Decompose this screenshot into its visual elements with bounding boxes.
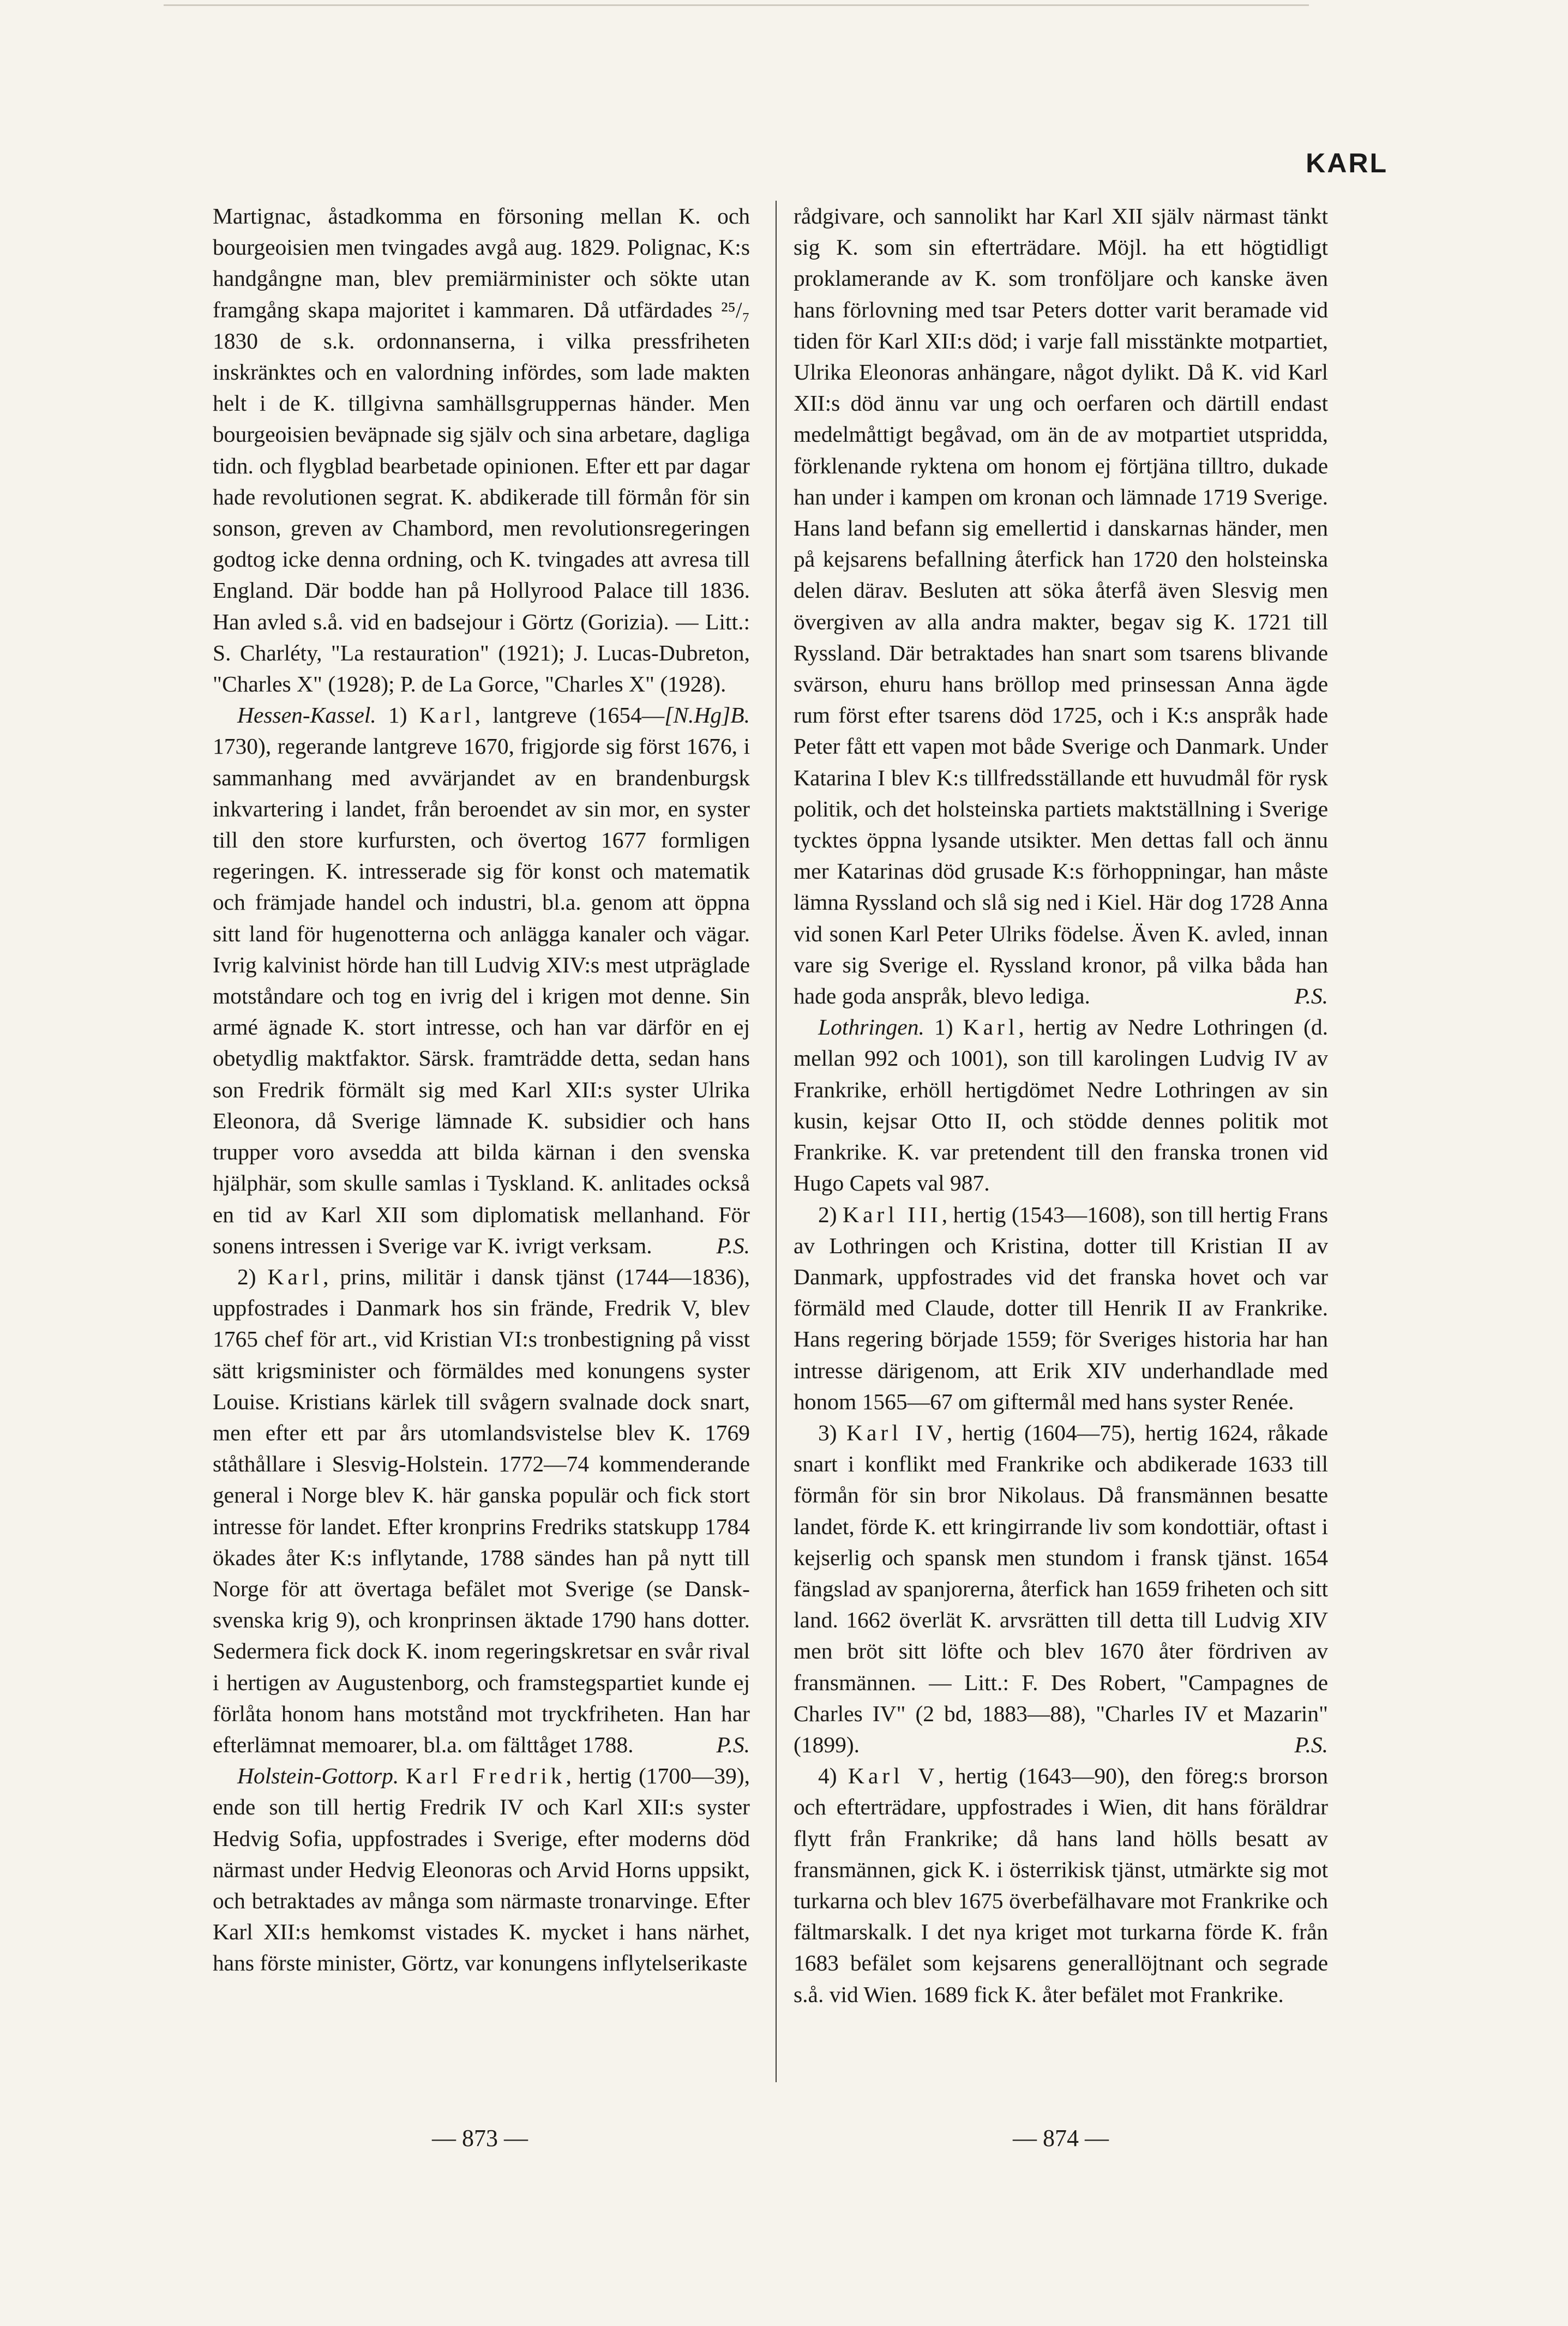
- page-number-right: — 874 —: [1013, 2125, 1109, 2151]
- section-heading: Lothringen.: [818, 1014, 924, 1040]
- entry-number: 1): [388, 702, 407, 728]
- paragraph-text: rådgivare, och sannolikt har Karl XII själv närmast tänkt sig K. som sin efterträdare. Möjl. ha ett högtidligt proklamerande av K. som tronföljare och kanske även hans förlovning med tsar Peters dotter varit beramade vid tiden för Karl XII:s död; i varje fall misstänkte motpartiet, Ulrika Eleonoras anhängare, något dylikt. Då K. vid Karl XII:s död ännu var ung och oerfaren och därtill endast medelmåttigt begåvad, om än de av motpartiet utspridda, förklenande ryktena om honom ej förtjäna tilltro, dukade han under i kampen om kronan och lämnade 1719 Sverige. Hans land befann sig emellertid i danskarnas händer, men på kejsarens befallning återfick han 1720 den holsteinska delen därav. Besluten att söka återfå även Slesvig men övergiven av alla andra makter, begav sig K. 1721 till Ryssland. Där betraktades han snart som tsarens blivande svärson, ehuru hans bröllop med prinsessan Anna ägde rum först efter tsarens död 1725, och i K:s anspråk hade Peter fått ett vapen mot både Sverige och Danmark. Under Katarina I blev K:s tillfredsställande ett huvudmål för rysk politik, och det holsteinska partiets maktställning i Sverige tycktes öppna lysande utsikter. Men dettas fall och ännu mer Katarinas död grusade K:s förhoppningar, han måste lämna Ryssland och slå sig ned i Kiel. Här dog 1728 Anna vid sonen Karl Peter Ulriks födelse. Även K. avled, innan vare sig Sverige el. Ryssland kronor, på vilka båda han hade goda anspråk, blevo lediga.: [794, 203, 1328, 1009]
- entry-name: Karl: [267, 1264, 323, 1289]
- paragraph-text: , hertig av Nedre Lothringen (d. mellan 992 och 1001), son till karolingen Ludvig IV av Frankrike, erhöll hertigdömet Nedre Lothringen av sin kusin, kejsar Otto II, och stödde dennes politik mot Frankrike. K. var pretendent till den franska tronen vid Hugo Capets val 987.: [794, 1014, 1328, 1196]
- entry-name: Karl III: [843, 1201, 942, 1227]
- section-heading: Holstein-Gottorp.: [237, 1763, 399, 1789]
- paragraph-text: , hertig (1604—75), hertig 1624, råkade snart i konflikt med Frankrike och abdikerade 1633 till förmån för sin bror Nikolaus. Då fransmännen besatte landet, förde K. ett kringirrande liv som kondottiär, oftast i kejserlig och spansk men stundom i fransk tjänst. 1654 fängslad av spanjorerna, återfick han 1659 friheten och sitt land. 1662 överlät K. arvsrätten till detta till Ludvig XIV men bröt sitt löfte och blev 1670 åter fördriven av fransmännen. — Litt.: F. Des Robert, "Campagnes de Charles IV" (2 bd, 1883—88), "Charles IV et Mazarin" (1899).: [794, 1420, 1328, 1757]
- section-heading: Hessen-Kassel.: [237, 702, 376, 728]
- entry-number: 1): [934, 1014, 953, 1040]
- column-divider: [776, 201, 777, 2082]
- entry-name: Karl IV: [846, 1420, 947, 1445]
- author-signature: P.S.: [1294, 1732, 1328, 1757]
- entry-name: Karl: [419, 702, 475, 728]
- paragraph-text: , lantgreve (1654—1730), regerande lantgreve 1670, frigjorde sig först 1676, i sammanhang med avvärjandet av en brandenburgsk inkvartering i landet, från beroendet av sin mor, en syster till den store kurfursten, och övertog 1677 formligen regeringen. K. intresserade sig för konst och matematik och främjade handel och industri, bl.a. genom att öppna sitt land för hugenotterna och anlägga kanaler och vägar. Ivrig kalvinist hörde han till Ludvig XIV:s mest utpräglade motståndare och tog en ivrig del i krigen mot denne. Sin armé ägnade K. stort intresse, och han var därför en ej obetydlig maktfaktor. Särsk. framträdde detta, sedan hans son Fredrik förmält sig med Karl XII:s syster Ulrika Eleonora, då Sverige lämnade K. subsidier och hans trupper voro avsedda att bilda kärnan i den svenska hjälphär, som skulle samlas i Tyskland. K. anlitades också en tid av Karl XII som diplomatisk mellanhand. För sonens intressen i Sverige var K. ivrigt verksam.: [213, 702, 750, 1258]
- article-paragraph: [794, 1012, 1328, 1199]
- paragraph-text: Martignac, åstadkomma en försoning mellan K. och bourgeoisien men tvingades avgå aug. 1829. Polignac, K:s handgångne man, blev premiärminister och sökte utan framgång skapa majoritet i kammaren. Då utfärdades ²⁵/₇ 1830 de s.k. ordonnanserna, i vilka pressfriheten inskränktes och en valordning infördes, som lade makten helt i de K. tillgivna samhällsgruppernas händer. Men bourgeoisien beväpnade sig själv och sina arbetare, dagliga tidn. och flygblad bearbetade opinionen. Efter ett par dagar hade revolutionen segrat. K. abdikerade till förmån för sin sonson, greven av Chambord, men revolutionsregeringen godtog icke denna ordning, och K. tvingades att avresa till England. Där bodde han på Hollyrood Palace till 1836. Han avled s.å. vid en badsejour i Görtz (Gorizia). — Litt.: S. Charléty, "La restauration" (1921); J. Lucas-Dubreton, "Charles X" (1928); P. de La Gorce, "Charles X" (1928).: [213, 203, 750, 697]
- scan-edge-rule: [164, 4, 1309, 6]
- entry-number: 3): [818, 1420, 837, 1445]
- running-header: KARL: [1306, 148, 1388, 178]
- right-column: [794, 201, 1328, 2010]
- article-paragraph: [213, 1760, 750, 1979]
- paragraph-text: , prins, militär i dansk tjänst (1744—1836), uppfostrades i Danmark hos sin frände, Fredrik V, blev 1765 chef för art., vid Kristian VI:s tronbestigning på visst sätt krigsminister och förmäldes med konungens syster Louise. Kristians kärlek till svågern svalnade dock snart, men efter ett par års utomlandsvistelse blev K. 1769 ståthållare i Slesvig-Holstein. 1772—74 kommenderande general i Norge blev K. här ganska populär och fick stort intresse för landet. Efter kronprins Fredriks statskupp 1784 ökades åter K:s inflytande, 1788 sändes han på nytt till Norge för att övertaga befälet mot Sverige (se Dansk-svenska krig 9), och kronprinsen äktade 1790 hans dotter. Sedermera fick dock K. inom regeringskretsar en svår rival i hertigen av Augustenborg, och framstegspartiet kunde ej förlåta honom hans motstånd mot tryckfriheten. Han har efterlämnat memoarer, bl.a. om fälttåget 1788.: [213, 1264, 750, 1757]
- author-signature: P.S.: [716, 1732, 750, 1757]
- left-column: [213, 201, 750, 1979]
- article-paragraph: [794, 201, 1328, 1012]
- entry-number: 2): [818, 1201, 837, 1227]
- paragraph-text: , hertig (1700—39), ende son till hertig Fredrik IV och Karl XII:s syster Hedvig Sofia, uppfostrades i Sverige, efter moderns död närmast under Hedvig Eleonoras och Arvid Horns uppsikt, och betraktades av många som närmaste tronarvinge. Efter Karl XII:s hemkomst vistades K. mycket i hans närhet, hans förste minister, Görtz, var konungens inflytelserikaste: [213, 1763, 750, 1976]
- entry-name: Karl V: [848, 1763, 939, 1789]
- author-signature: P.S.: [716, 1233, 750, 1258]
- article-paragraph: [213, 1261, 750, 1760]
- page-number-left: — 873 —: [432, 2125, 528, 2151]
- paragraph-text: , hertig (1643—90), den föreg:s brorson och efterträdare, uppfostrades i Wien, dit hans föräldrar flytt från Frankrike; då hans land hölls besatt av fransmännen, gick K. i österrikisk tjänst, utmärkte sig mot turkarna och blev 1675 överbefälhavare mot Frankrike och fältmarskalk. I det nya kriget mot turkarna förde K. från 1683 befälet som kejsarens generallöjtnant och segrade s.å. vid Wien. 1689 fick K. åter befälet mot Frankrike.: [794, 1763, 1329, 2007]
- entry-name: Karl Fredrik: [406, 1763, 566, 1789]
- article-paragraph: [794, 1417, 1328, 1760]
- paragraph-text: , hertig (1543—1608), son till hertig Frans av Lothringen och Kristina, dotter till Kristian II av Danmark, uppfostrades vid det franska hovet och var förmäld med Claude, dotter till Henrik II av Frankrike. Hans regering började 1559; för Sveriges historia har han intresse därigenom, att Erik XIV underhandlade med honom 1565—67 om giftermål med hans syster Renée.: [794, 1201, 1328, 1414]
- entry-number: 4): [818, 1763, 837, 1789]
- author-signature: P.S.: [1294, 983, 1328, 1009]
- entry-name: Karl: [963, 1014, 1019, 1040]
- article-paragraph: [213, 700, 750, 1261]
- article-paragraph: [794, 1760, 1328, 2010]
- author-signature: [N.Hg]B.: [664, 702, 750, 728]
- article-paragraph: [794, 1199, 1328, 1417]
- entry-number: 2): [237, 1264, 256, 1289]
